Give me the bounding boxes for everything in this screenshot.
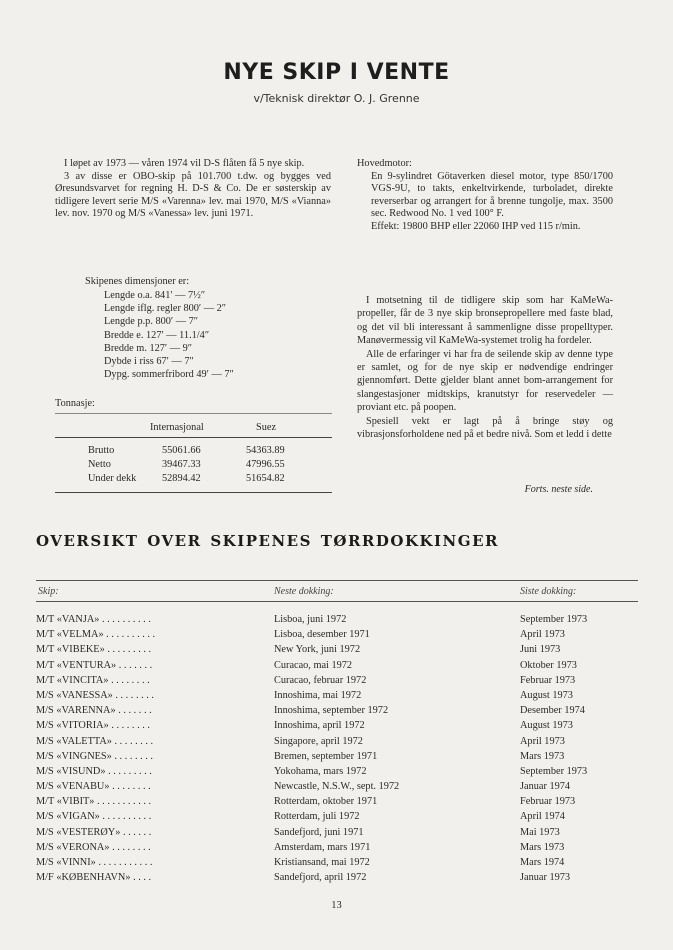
table-row <box>36 673 638 688</box>
last-docking: September 1973 <box>520 614 588 625</box>
ship-name: M/S «VIGAN» . . . . . . . . . . <box>36 811 152 823</box>
tonnage-rule-mid <box>55 437 332 438</box>
overview-title: oversikt over skipenes tørrdokkinger <box>36 526 499 551</box>
tonnage-row <box>55 472 332 486</box>
last-docking: Mai 1973 <box>520 826 560 838</box>
next-docking: Bremen, september 1971 <box>274 750 378 762</box>
tonnage-int: 52894.42 <box>162 473 201 484</box>
table-row <box>36 688 638 703</box>
tonnage-int: 55061.66 <box>162 445 201 456</box>
table-row <box>36 734 638 749</box>
last-docking: Mars 1973 <box>520 841 565 853</box>
last-docking: April 1974 <box>520 811 565 823</box>
last-docking: Januar 1974 <box>520 781 571 793</box>
table-row <box>36 658 638 673</box>
last-docking: September 1973 <box>520 765 588 777</box>
table-row <box>36 779 638 794</box>
next-docking: Lisboa, juni 1972 <box>274 614 347 625</box>
table-row <box>36 764 638 779</box>
tonnage-int: 39467.33 <box>162 459 201 470</box>
next-docking: Amsterdam, mars 1971 <box>274 841 371 853</box>
ship-name: M/S «VARENNA» . . . . . . . <box>36 705 152 717</box>
next-docking: Curacao, februar 1972 <box>274 674 367 686</box>
tonnage-name: Netto <box>88 459 111 470</box>
next-docking: Yokohama, mars 1972 <box>274 765 367 777</box>
ship-name: M/T «VINCITA» . . . . . . . . <box>36 674 150 686</box>
ship-name: M/T «VENTURA» . . . . . . . <box>36 659 153 671</box>
ship-name: M/S «VITORIA» . . . . . . . . <box>36 720 150 732</box>
next-docking: Sandefjord, juni 1971 <box>274 826 364 838</box>
next-docking: Rotterdam, oktober 1971 <box>274 796 378 808</box>
overview-table <box>36 612 638 885</box>
last-docking: Desember 1974 <box>520 705 585 717</box>
ship-name: M/S «VISUND» . . . . . . . . . <box>36 765 152 777</box>
overview-header-last: Siste dokking: <box>520 586 577 597</box>
dimension-item: Bredde e. 127′ — 11.1/4″ <box>104 329 210 341</box>
tonnage-row <box>55 458 332 472</box>
tonnage-name: Under dekk <box>88 473 137 484</box>
hovedmotor-block <box>357 158 613 234</box>
tonnage-label: Tonnasje: <box>55 398 95 409</box>
next-docking: Innoshima, mai 1972 <box>274 689 362 701</box>
next-docking: Innoshima, september 1972 <box>274 705 389 717</box>
tonnage-suez: 54363.89 <box>246 445 285 456</box>
tonnage-header-suez: Suez <box>256 422 277 433</box>
table-row <box>36 855 638 870</box>
hovedmotor-text: En 9-sylindret Götaverken diesel motor, type 850/1700 VGS-9U, to takts, enkeltvirkende, turboladet, direkte reverserbar og arrangert for å brenne tungolje, max. 3500 sec. Redwood No. 1 ved 100° F. <box>371 170 613 220</box>
dimension-item: Dybde i riss 67′ — 7″ <box>104 356 194 368</box>
tonnage-row <box>55 444 332 458</box>
last-docking: Mars 1973 <box>520 750 565 762</box>
overview-header-next: Neste dokking: <box>274 586 334 597</box>
tonnage-table <box>55 444 332 486</box>
next-docking: New York, juni 1972 <box>274 644 361 656</box>
overview-header-ship: Skip: <box>38 586 59 597</box>
propeller-paragraph: I motsetning til de tidligere skip som har KaMeWa-propeller, får de 3 nye skip bronsepropellere med faste blad, og det vil bli interessant å sammenligne disse propelltyper. Manøvermessig vil KaMeWa-systemet trolig ha fordeler. <box>357 295 613 347</box>
effekt-text: Effekt: 19800 BHP eller 22060 IHP ved 115 r/min. <box>371 220 581 232</box>
tonnage-suez: 51654.82 <box>246 473 285 484</box>
table-row <box>36 642 638 657</box>
tonnage-name: Brutto <box>88 445 115 456</box>
last-docking: Juni 1973 <box>520 644 561 656</box>
right-column-text <box>357 294 613 441</box>
dimension-item: Bredde m. 127′ — 9″ <box>104 342 193 354</box>
table-row <box>36 870 638 885</box>
table-row <box>36 794 638 809</box>
ship-name: M/T «VIBEKE» . . . . . . . . . <box>36 644 152 656</box>
ship-name: M/S «VINGNES» . . . . . . . . <box>36 750 153 762</box>
last-docking: August 1973 <box>520 689 573 701</box>
next-docking: Rotterdam, juli 1972 <box>274 811 360 823</box>
table-row <box>36 612 638 627</box>
article-title: NYE SKIP I VENTE <box>223 60 450 85</box>
last-docking: April 1973 <box>520 735 565 747</box>
last-docking: Februar 1973 <box>520 796 576 808</box>
hovedmotor-label: Hovedmotor: <box>357 158 412 169</box>
next-docking: Lisboa, desember 1971 <box>274 629 370 641</box>
next-docking: Singapore, april 1972 <box>274 735 363 747</box>
tonnage-rule-top <box>55 413 332 414</box>
dimension-item: Lengde iflg. regler 800′ — 2″ <box>104 303 227 315</box>
ship-name: M/S «VALETTA» . . . . . . . . <box>36 735 154 747</box>
page-number: 13 <box>331 900 342 911</box>
noise-paragraph: Spesiell vekt er lagt på å bringe støy og vibrasjonsforholdene ned på et bedre nivå. Som et ledd i dette <box>357 415 613 441</box>
dimensions-heading: Skipenes dimensjoner er: <box>85 276 190 287</box>
ship-name: M/S «VESTERØY» . . . . . . <box>36 826 152 838</box>
overview-rule-top <box>36 580 638 581</box>
ship-name: M/S «VENABU» . . . . . . . . <box>36 781 151 793</box>
ship-name: M/T «VANJA» . . . . . . . . . . <box>36 614 151 625</box>
dimension-item: Lengde p.p. 800′ — 7″ <box>104 316 199 328</box>
ship-name: M/F «KØBENHAVN» . . . . <box>36 872 152 884</box>
tonnage-rule-bottom <box>55 492 332 493</box>
intro-paragraph: I løpet av 1973 — våren 1974 vil D-S flåten få 5 nye skip. <box>64 158 305 169</box>
dimensions-list <box>104 289 234 381</box>
dimension-item: Lengde o.a. 841′ — 7½″ <box>104 290 206 301</box>
ship-name: M/T «VIBIT» . . . . . . . . . . . <box>36 796 152 808</box>
article-byline: v/Teknisk direktør O. J. Grenne <box>253 92 420 105</box>
next-docking: Kristiansand, mai 1972 <box>274 857 370 868</box>
tonnage-suez: 47996.55 <box>246 459 285 470</box>
continued-note: Forts. neste side. <box>524 484 593 495</box>
last-docking: Oktober 1973 <box>520 659 577 671</box>
last-docking: Januar 1973 <box>520 872 571 884</box>
obo-paragraph: 3 av disse er OBO-skip på 101.700 t.dw. og bygges ved Øresundsvarvet for regning H. D-S & Co. De er søsterskip av tidligere levert serie M/S «Varenna» lev. mai 1970, M/S «Vianna» lev. nov. 1970 og M/S «Vanessa» lev. juni 1971. <box>55 170 331 220</box>
next-docking: Curacao, mai 1972 <box>274 659 353 671</box>
last-docking: Mars 1974 <box>520 857 565 868</box>
table-row <box>36 718 638 733</box>
next-docking: Sandefjord, april 1972 <box>274 872 367 884</box>
ship-name: M/T «VELMA» . . . . . . . . . . <box>36 629 156 641</box>
last-docking: April 1973 <box>520 629 565 641</box>
table-row <box>36 749 638 764</box>
next-docking: Innoshima, april 1972 <box>274 720 365 732</box>
table-row <box>36 703 638 718</box>
table-row <box>36 627 638 642</box>
overview-rule-header <box>36 601 638 602</box>
left-column-text <box>55 158 331 221</box>
tonnage-header-international: Internasjonal <box>150 422 204 433</box>
last-docking: August 1973 <box>520 720 573 732</box>
next-docking: Newcastle, N.S.W., sept. 1972 <box>274 781 400 793</box>
ship-name: M/S «VANESSA» . . . . . . . . <box>36 689 154 701</box>
table-row <box>36 825 638 840</box>
dimension-item: Dypg. sommerfribord 49′ — 7″ <box>104 369 234 381</box>
table-row <box>36 809 638 824</box>
experience-paragraph: Alle de erfaringer vi har fra de seilende skip av denne type er samlet, og for de nye skip er nødvendige endringer gjennomført. Dette gjelder blant annet bom-arrangement for slangestasjoner midtskips, kranutstyr for reservedeler — proviant etc. på poopen. <box>357 348 613 414</box>
table-row <box>36 840 638 855</box>
ship-name: M/S «VINNI» . . . . . . . . . . . <box>36 857 153 868</box>
last-docking: Februar 1973 <box>520 674 576 686</box>
ship-name: M/S «VERONA» . . . . . . . . <box>36 841 151 853</box>
